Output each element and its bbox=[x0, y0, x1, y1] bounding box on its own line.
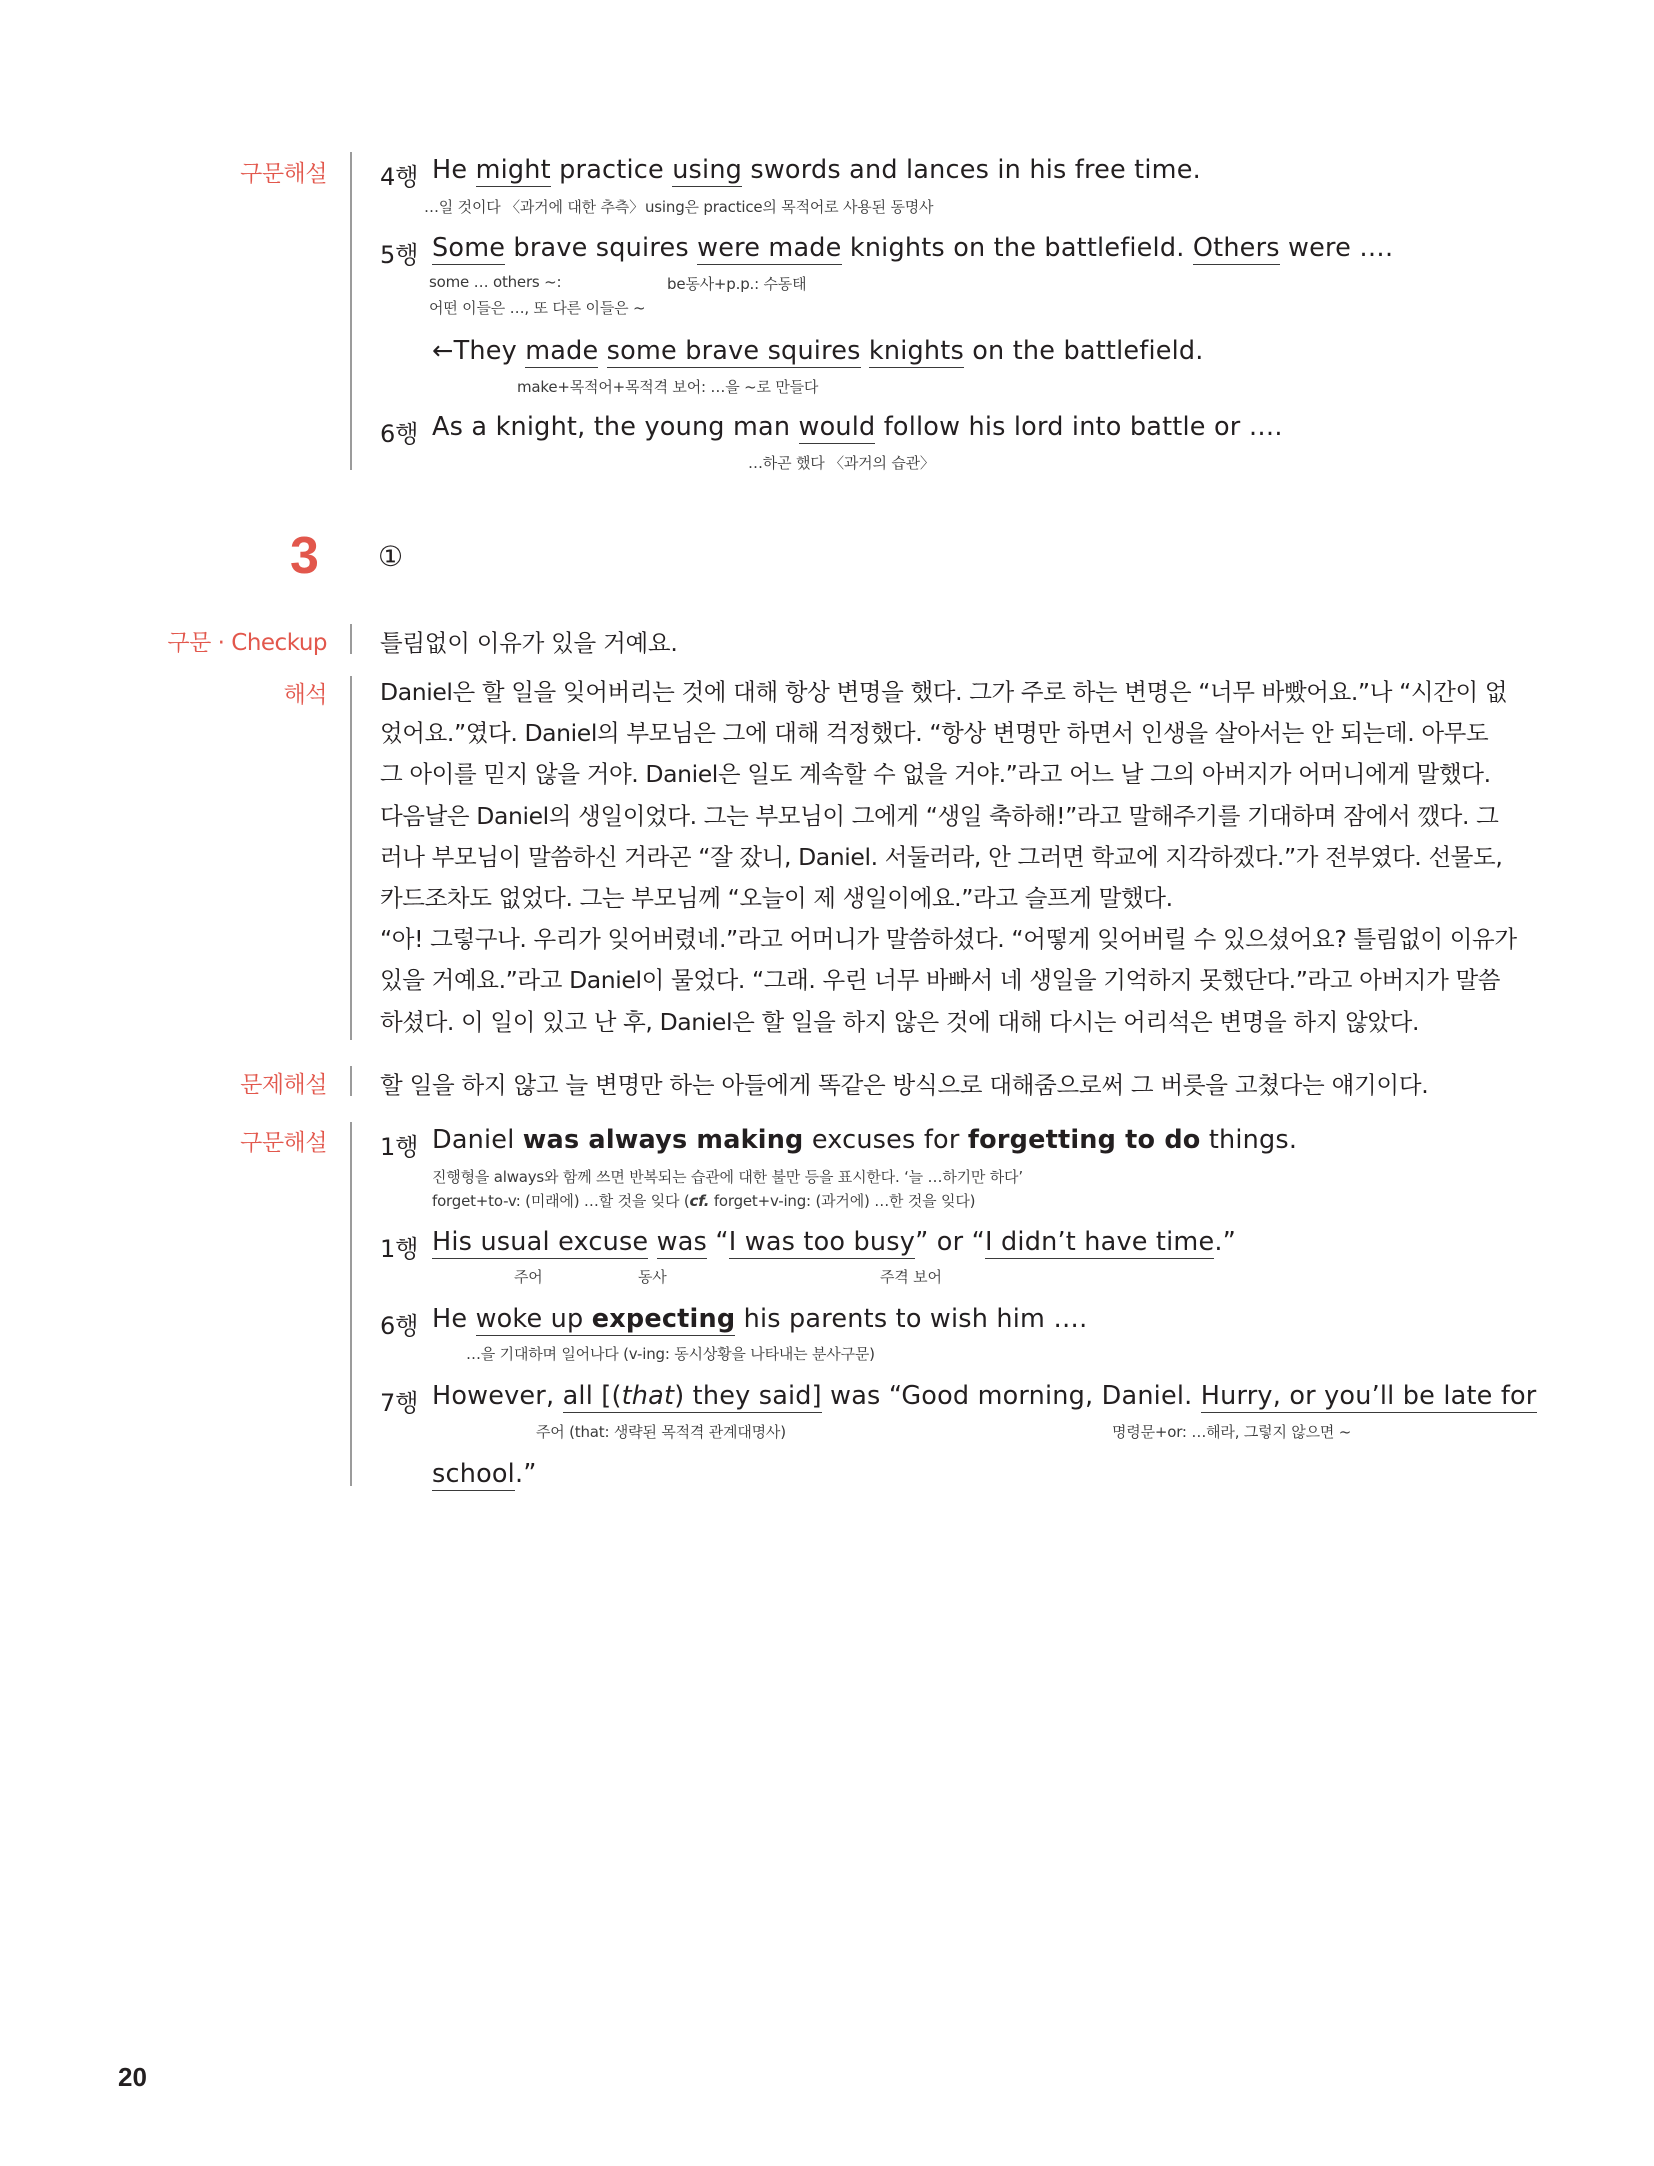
section-label-syntax-1: 구문해설 bbox=[240, 161, 327, 187]
divider-line bbox=[350, 152, 352, 470]
answer-choice: ① bbox=[378, 540, 404, 573]
divider-line bbox=[350, 676, 352, 1040]
line-number: 7행 bbox=[380, 1389, 419, 1417]
translation-paragraph bbox=[380, 672, 1517, 1043]
annotation: 명령문+or: …해라, 그렇지 않으면 ~ bbox=[1112, 1423, 1352, 1441]
divider-line bbox=[350, 1122, 352, 1486]
left-arrow-icon: ← bbox=[432, 336, 454, 366]
translation-line: Daniel은 할 일을 잊어버리는 것에 대해 항상 변명을 했다. 그가 주로 하는 변명은 “너무 바빴어요.”나 “시간이 없 bbox=[380, 678, 1508, 706]
annotation: 동사 bbox=[638, 1268, 667, 1286]
translation-line: 카드조차도 없었다. 그는 부모님께 “오늘이 제 생일이에요.”라고 슬프게 말했다. bbox=[380, 884, 1173, 913]
line-number: 1행 bbox=[380, 1133, 419, 1161]
annotation: 주어 bbox=[514, 1268, 543, 1286]
annotation: …을 기대하며 일어나다 (v-ing: 동시상황을 나타내는 분사구문) bbox=[466, 1345, 875, 1363]
annotation: make+목적어+목적격 보어: …을 ~로 만들다 bbox=[517, 378, 819, 396]
explanation-text: 할 일을 하지 않고 늘 변명만 하는 아들에게 똑같은 방식으로 대해줌으로써 그 버릇을 고쳤다는 얘기이다. bbox=[380, 1071, 1429, 1099]
line-number: 4행 bbox=[380, 163, 419, 191]
annotation: 주격 보어 bbox=[880, 1268, 942, 1286]
translation-line: 었어요.”였다. Daniel의 부모님은 그에 대해 걱정했다. “항상 변명만 하면서 인생을 살아서는 안 되는데. 아무도 bbox=[380, 719, 1489, 748]
example-sentence: He might practice using swords and lances in his free time. bbox=[432, 155, 1201, 185]
example-sentence: Some brave squires were made knights on the battlefield. Others were …. bbox=[432, 233, 1394, 263]
example-sentence: However, all [(that) they said] was “Good morning, Daniel. Hurry, or you’ll be late for bbox=[432, 1381, 1537, 1411]
page-number: 20 bbox=[118, 2062, 147, 2092]
example-sentence: Daniel was always making excuses for forgetting to do things. bbox=[432, 1125, 1298, 1155]
translation-line: 다음날은 Daniel의 생일이었다. 그는 부모님이 그에게 “생일 축하해!”라고 말해주기를 기대하며 잠에서 깼다. 그 bbox=[380, 801, 1499, 830]
section-label-syntax-2: 구문해설 bbox=[240, 1130, 327, 1156]
example-sentence: His usual excuse was “I was too busy” or “I didn’t have time.” bbox=[432, 1227, 1237, 1257]
line-number: 6행 bbox=[380, 1312, 419, 1340]
translation-line: 그 아이를 믿지 않을 거야. Daniel은 일도 계속할 수 없을 거야.”라고 어느 날 그의 아버지가 어머니에게 말했다. bbox=[380, 760, 1491, 789]
annotation: 주어 (that: 생략된 목적격 관계대명사) bbox=[536, 1423, 786, 1441]
translation-line: 러나 부모님이 말씀하신 거라곤 “잘 잤니, Daniel. 서둘러라, 안 그러면 학교에 지각하겠다.”가 전부였다. 선물도, bbox=[380, 842, 1503, 871]
annotation: 진행형을 always와 함께 쓰면 반복되는 습관에 대한 불만 등을 표시한다. ‘늘 …하기만 하다’ bbox=[432, 1168, 1023, 1186]
example-sentence-continuation: school.” bbox=[432, 1459, 537, 1489]
example-sentence: As a knight, the young man would follow his lord into battle or …. bbox=[432, 412, 1283, 442]
checkup-text: 틀림없이 이유가 있을 거예요. bbox=[380, 629, 678, 657]
annotation: using은 practice의 목적어로 사용된 동명사 bbox=[645, 198, 934, 216]
example-sentence-rewrite: ←They made some brave squires knights on the battlefield. bbox=[432, 336, 1204, 366]
question-number: 3 bbox=[290, 527, 319, 585]
translation-line: 있을 거예요.”라고 Daniel이 물었다. “그래. 우린 너무 바빠서 네 생일을 기억하지 못했단다.”라고 아버지가 말씀 bbox=[380, 966, 1501, 995]
annotation: 어떤 이들은 …, 또 다른 이들은 ~ bbox=[429, 299, 646, 317]
section-label-explanation: 문제해설 bbox=[240, 1072, 327, 1098]
example-sentence: He woke up expecting his parents to wish him …. bbox=[432, 1304, 1088, 1334]
divider-line bbox=[350, 1066, 352, 1096]
annotation: some … others ~: bbox=[429, 273, 562, 291]
line-number: 6행 bbox=[380, 420, 419, 448]
annotation: be동사+p.p.: 수동태 bbox=[667, 275, 807, 293]
section-label-checkup: 구문 · Checkup bbox=[167, 630, 327, 656]
line-number: 1행 bbox=[380, 1235, 419, 1263]
divider-line bbox=[350, 624, 352, 654]
section-label-translation: 해석 bbox=[283, 682, 327, 708]
annotation: …일 것이다 〈과거에 대한 추측〉 bbox=[424, 198, 644, 216]
translation-line: “아! 그렇구나. 우리가 잊어버렸네.”라고 어머니가 말씀하셨다. “어떻게 잊어버릴 수 있으셨어요? 틀림없이 이유가 bbox=[380, 925, 1517, 954]
annotation: forget+to-v: (미래에) …할 것을 잊다 (cf. forget+v-ing: (과거에) …한 것을 잊다) bbox=[432, 1192, 976, 1210]
annotation: …하곤 했다 〈과거의 습관〉 bbox=[748, 454, 935, 472]
line-number: 5행 bbox=[380, 241, 419, 269]
translation-line: 하셨다. 이 일이 있고 난 후, Daniel은 할 일을 하지 않은 것에 대해 다시는 어리석은 변명을 하지 않았다. bbox=[380, 1007, 1420, 1036]
